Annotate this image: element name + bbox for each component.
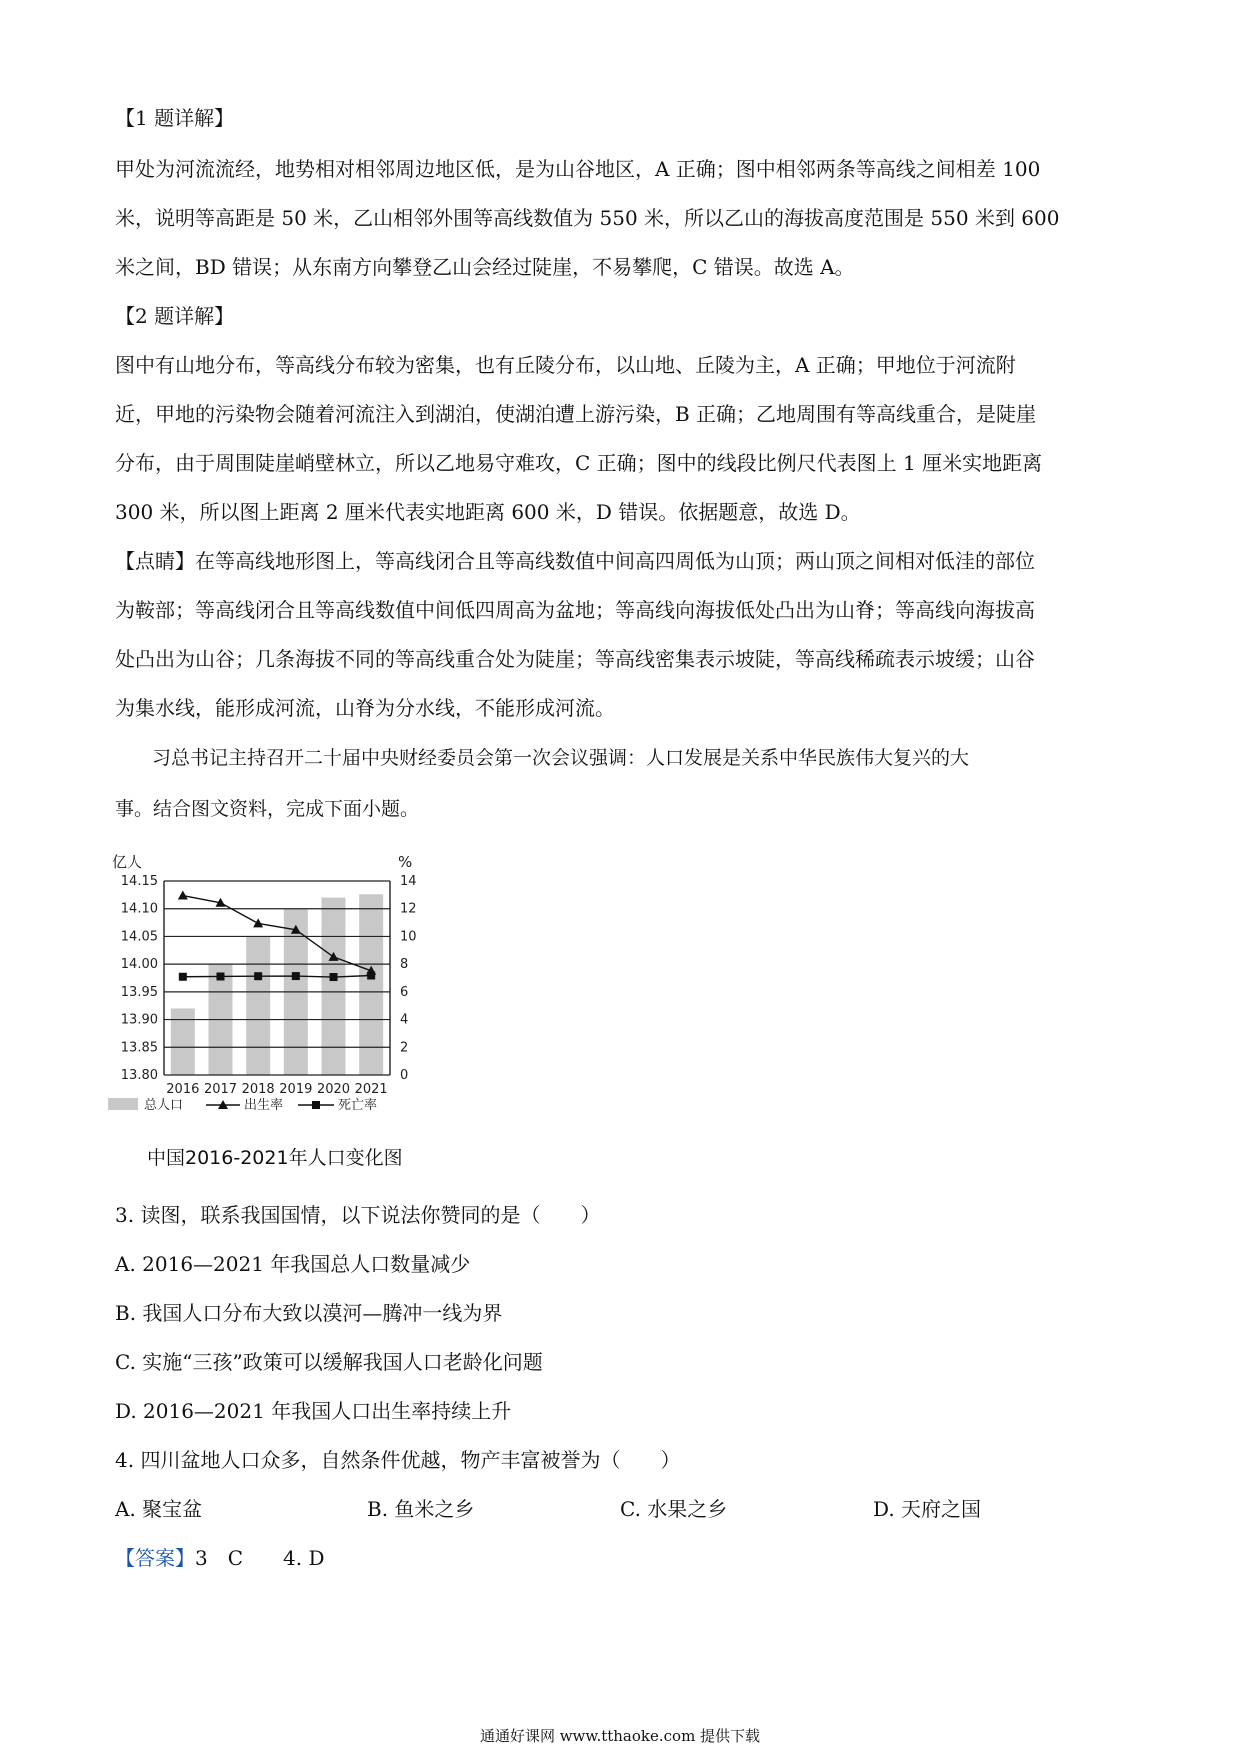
intro-line-2: 事。结合图文资料，完成下面小题。 — [115, 798, 420, 820]
q4-option-a: A. 聚宝盆 — [115, 1497, 203, 1521]
right-tick-label: 14 — [400, 874, 417, 889]
right-tick-label: 10 — [400, 929, 417, 945]
q3-option-b: B. 我国人口分布大致以漠河—腾冲一线为界 — [115, 1301, 503, 1325]
chart-caption: 中国2016-2021年人口变化图 — [147, 1147, 403, 1169]
x-tick-label: 2018 — [241, 1082, 275, 1097]
legend-label-birth: 出生率 — [244, 1098, 284, 1113]
left-tick-label: 14.10 — [120, 901, 158, 917]
legend-swatch-total — [108, 1098, 138, 1110]
right-tick-label: 4 — [400, 1012, 409, 1028]
right-tick-label: 8 — [400, 957, 409, 973]
q2-line-3: 分布，由于周围陡崖峭壁林立，所以乙地易守难攻，C 正确；图中的线段比例尺代表图上 1 厘米实地距离 — [115, 451, 1043, 475]
bar-total-population — [322, 898, 346, 1075]
left-tick-label: 13.90 — [120, 1012, 158, 1028]
right-tick-label: 6 — [400, 984, 409, 1000]
point-death-rate — [217, 972, 225, 980]
q3-option-a: A. 2016—2021 年我国总人口数量减少 — [115, 1252, 471, 1276]
left-tick-label: 13.85 — [120, 1040, 158, 1056]
bar-total-population — [359, 894, 383, 1075]
point-death-rate — [367, 972, 375, 980]
x-tick-label: 2017 — [203, 1082, 238, 1097]
tip-line-4: 为集水线，能形成河流，山脊为分水线，不能形成河流。 — [115, 696, 615, 720]
left-tick-label: 13.80 — [120, 1068, 158, 1083]
q3-stem: 3. 读图，联系我国国情，以下说法你赞同的是（ ） — [115, 1203, 601, 1227]
point-death-rate — [292, 972, 300, 980]
population-chart — [108, 835, 438, 1135]
x-tick-label: 2019 — [279, 1082, 313, 1097]
tip-text-1: 在等高线地形图上，等高线闭合且等高线数值中间高四周低为山顶；两山顶之间相对低洼的部位 — [195, 549, 1035, 573]
x-tick-label: 2021 — [354, 1082, 388, 1097]
legend-marker-death — [312, 1101, 320, 1109]
q3-option-d: D. 2016—2021 年我国人口出生率持续上升 — [115, 1399, 512, 1423]
q4-option-b: B. 鱼米之乡 — [367, 1497, 475, 1521]
bar-total-population — [171, 1008, 195, 1075]
tip-line-2: 为鞍部；等高线闭合且等高线数值中间低四周高为盆地；等高线向海拔低处凸出为山脊；等高线向海拔高 — [115, 598, 1035, 622]
right-tick-label: 12 — [400, 901, 417, 917]
left-unit-label: 亿人 — [112, 853, 143, 871]
tip-line-1 — [115, 549, 1035, 573]
q3-option-c: C. 实施“三孩”政策可以缓解我国人口老龄化问题 — [115, 1350, 543, 1374]
point-birth-rate — [253, 918, 263, 927]
left-tick-label: 14.00 — [120, 957, 158, 973]
q1-heading: 【1 题详解】 — [115, 106, 235, 130]
left-tick-label: 14.05 — [120, 929, 158, 945]
left-tick-label: 14.15 — [120, 874, 158, 889]
answer-text: 3 C 4. D — [195, 1546, 325, 1570]
tip-line-3: 处凸出为山谷；几条海拔不同的等高线重合处为陡崖；等高线密集表示坡陡，等高线稀疏表示坡缓；山谷 — [115, 647, 1035, 671]
legend-label-death: 死亡率 — [338, 1098, 378, 1113]
q1-line-3: 米之间，BD 错误；从东南方向攀登乙山会经过陡崖，不易攀爬，C 错误。故选 A。 — [115, 255, 855, 279]
point-birth-rate — [178, 891, 188, 900]
legend-label-total: 总人口 — [144, 1098, 184, 1113]
x-tick-label: 2020 — [316, 1082, 351, 1097]
q4-option-d: D. 天府之国 — [873, 1497, 982, 1521]
q1-line-1: 甲处为河流流经，地势相对相邻周边地区低，是为山谷地区，A 正确；图中相邻两条等高线之间相差 100 — [115, 157, 1041, 181]
page-footer: 通通好课网 www.tthaoke.com 提供下载 — [479, 1727, 761, 1745]
q1-line-2: 米，说明等高距是 50 米，乙山相邻外围等高线数值为 550 米，所以乙山的海拔高度范围是 550 米到 600 — [115, 206, 1060, 230]
bar-total-population — [246, 936, 270, 1075]
intro-line-1: 习总书记主持召开二十届中央财经委员会第一次会议强调：人口发展是关系中华民族伟大复兴的大 — [152, 747, 970, 769]
q2-line-2: 近，甲地的污染物会随着河流注入到湖泊，使湖泊遭上游污染，B 正确；乙地周围有等高线重合，是陡崖 — [115, 402, 1037, 426]
point-death-rate — [254, 972, 262, 980]
tip-label: 【点睛】 — [115, 549, 195, 573]
q2-line-4: 300 米，所以图上距离 2 厘米代表实地距离 600 米，D 错误。依据题意，故选 D。 — [115, 500, 861, 524]
answer-label: 【答案】 — [115, 1546, 195, 1570]
right-unit-label: % — [398, 853, 413, 871]
q2-heading: 【2 题详解】 — [115, 304, 235, 328]
q2-line-1: 图中有山地分布，等高线分布较为密集，也有丘陵分布，以山地、丘陵为主，A 正确；甲地位于河流附 — [115, 353, 1016, 377]
right-tick-label: 2 — [400, 1040, 409, 1056]
q4-stem: 4. 四川盆地人口众多，自然条件优越，物产丰富被誉为（ ） — [115, 1448, 681, 1472]
q4-option-c: C. 水果之乡 — [620, 1497, 728, 1521]
answer-line — [115, 1546, 325, 1570]
point-death-rate — [179, 973, 187, 981]
left-tick-label: 13.95 — [120, 984, 158, 1000]
right-tick-label: 0 — [400, 1068, 409, 1083]
point-death-rate — [330, 973, 338, 981]
x-tick-label: 2016 — [166, 1082, 200, 1097]
